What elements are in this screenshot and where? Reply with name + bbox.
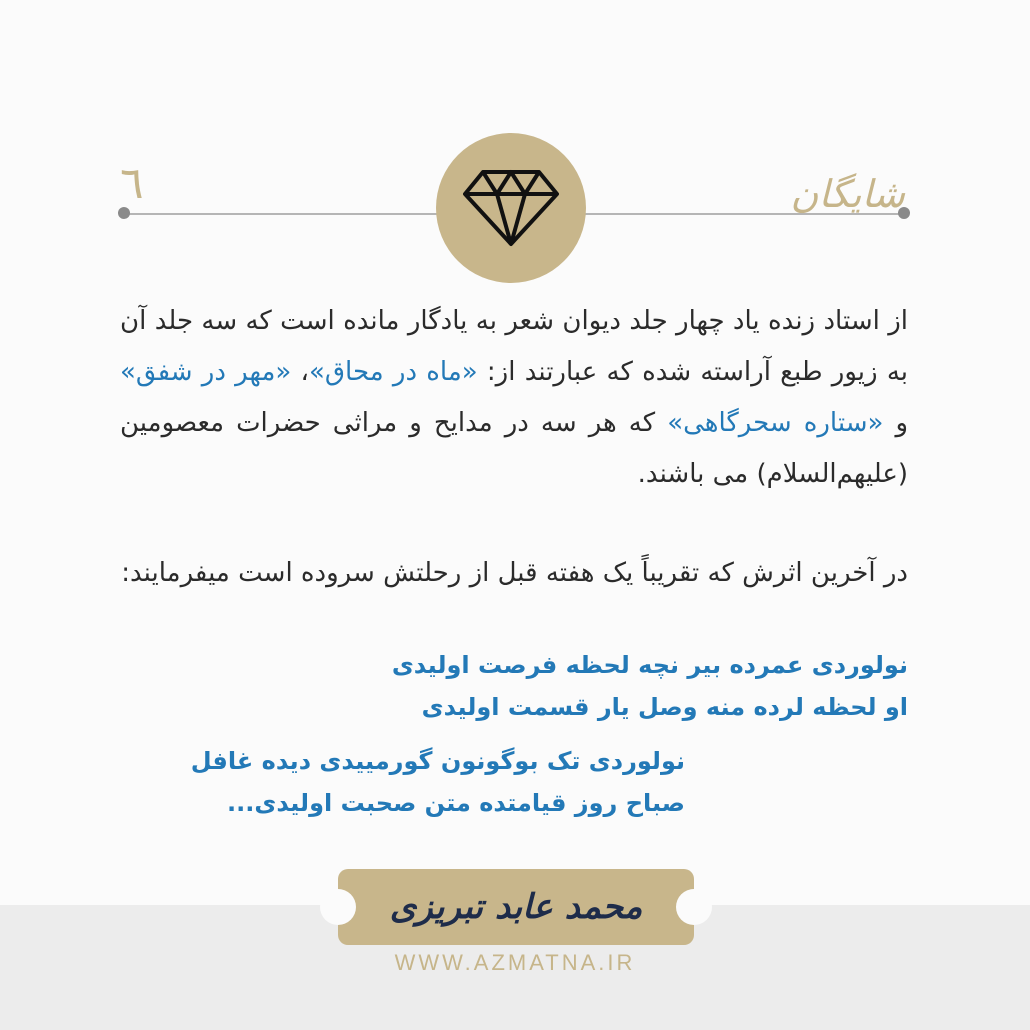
signature-text: محمد عابد تبریزی (389, 887, 643, 927)
emblem-circle (436, 133, 586, 283)
verse-line: صباح روز قیامتده متن صحبت اولیدی... (227, 789, 685, 817)
book-title-3: «ستاره سحرگاهی» (667, 408, 884, 438)
brand-logo: شایگان (790, 172, 905, 216)
verse-couplet-2 (125, 740, 685, 824)
separator-2: و (883, 408, 909, 438)
diamond-icon (463, 168, 559, 248)
book-title-1: «ماه در محاق» (308, 357, 478, 387)
intro-text-1: از استاد زنده یاد چهار جلد دیوان شعر به یادگار مانده است که سه جلد آن به زیور طبع آراسته شده که عبارتند از: (120, 306, 908, 387)
website-url: WWW.AZMATNA.IR (394, 950, 636, 975)
page-number: ٦ (120, 158, 144, 209)
intro-paragraph (120, 296, 908, 500)
separator-1: ، (291, 357, 309, 387)
verse-line: نولوردی تک بوگونون گورمییدی دیده غافل (190, 747, 685, 775)
signature-plaque (338, 869, 694, 945)
book-title-2: «مهر در شفق» (120, 357, 292, 387)
last-work-paragraph: در آخرین اثرش که تقریباً یک هفته قبل از رحلتش سروده است میفرمایند: (121, 558, 908, 588)
verse-line: او لحظه لرده منه وصل یار قسمت اولیدی (421, 693, 908, 721)
verse-couplet-1 (348, 644, 908, 728)
intro-text-2: که هر سه در مدایح و مراثی حضرات معصومین (علیهم‌السلام) می باشند. (120, 408, 908, 489)
verse-line: نولوردی عمرده بیر نچه لحظه فرصت اولیدی (391, 651, 908, 679)
